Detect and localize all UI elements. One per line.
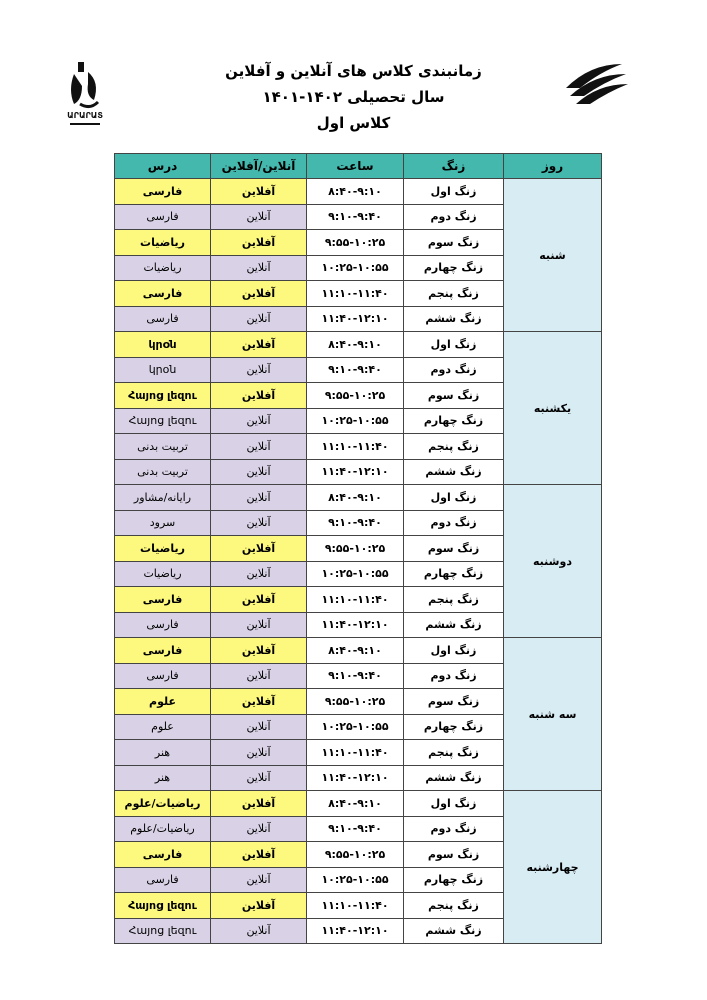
bell-cell: زنگ سوم bbox=[404, 689, 504, 715]
column-header-bell: زنگ bbox=[404, 154, 504, 179]
mode-cell: آفلاین bbox=[211, 893, 307, 919]
bell-cell: زنگ ششم bbox=[404, 306, 504, 332]
time-cell: ۸:۴۰-۹:۱۰ bbox=[307, 638, 404, 664]
column-header-mode: آنلاین/آفلاین bbox=[211, 154, 307, 179]
day-cell: یکشنبه bbox=[504, 332, 602, 485]
subject-cell: فارسی bbox=[115, 663, 211, 689]
time-cell: ۸:۴۰-۹:۱۰ bbox=[307, 485, 404, 511]
mode-cell: آفلاین bbox=[211, 791, 307, 817]
day-cell: شنبه bbox=[504, 179, 602, 332]
time-cell: ۱۱:۴۰-۱۲:۱۰ bbox=[307, 765, 404, 791]
time-cell: ۱۱:۱۰-۱۱:۴۰ bbox=[307, 434, 404, 460]
mode-cell: آنلاین bbox=[211, 357, 307, 383]
subject-cell: կրօն bbox=[115, 357, 211, 383]
bell-cell: زنگ پنجم bbox=[404, 281, 504, 307]
mode-cell: آفلاین bbox=[211, 536, 307, 562]
time-cell: ۸:۴۰-۹:۱۰ bbox=[307, 179, 404, 205]
time-cell: ۸:۴۰-۹:۱۰ bbox=[307, 791, 404, 817]
column-header-day: روز bbox=[504, 154, 602, 179]
table-row bbox=[115, 485, 602, 511]
bell-cell: زنگ سوم bbox=[404, 383, 504, 409]
time-cell: ۱۱:۱۰-۱۱:۴۰ bbox=[307, 740, 404, 766]
time-cell: ۱۱:۴۰-۱۲:۱۰ bbox=[307, 918, 404, 944]
bell-cell: زنگ چهارم bbox=[404, 255, 504, 281]
time-cell: ۱۱:۴۰-۱۲:۱۰ bbox=[307, 306, 404, 332]
bell-cell: زنگ اول bbox=[404, 332, 504, 358]
time-cell: ۹:۵۵-۱۰:۲۵ bbox=[307, 383, 404, 409]
subject-cell: Հայոց լեզու bbox=[115, 893, 211, 919]
bell-cell: زنگ دوم bbox=[404, 663, 504, 689]
mode-cell: آنلاین bbox=[211, 204, 307, 230]
time-cell: ۱۰:۲۵-۱۰:۵۵ bbox=[307, 255, 404, 281]
mode-cell: آنلاین bbox=[211, 867, 307, 893]
bell-cell: زنگ دوم bbox=[404, 816, 504, 842]
mode-cell: آنلاین bbox=[211, 816, 307, 842]
time-cell: ۹:۱۰-۹:۴۰ bbox=[307, 357, 404, 383]
bell-cell: زنگ پنجم bbox=[404, 893, 504, 919]
mode-cell: آفلاین bbox=[211, 383, 307, 409]
table-row bbox=[115, 638, 602, 664]
subject-cell: فارسی bbox=[115, 281, 211, 307]
mode-cell: آنلاین bbox=[211, 485, 307, 511]
bell-cell: زنگ چهارم bbox=[404, 867, 504, 893]
time-cell: ۱۰:۲۵-۱۰:۵۵ bbox=[307, 867, 404, 893]
subject-cell: فارسی bbox=[115, 179, 211, 205]
mode-cell: آفلاین bbox=[211, 689, 307, 715]
subject-cell: ریاضیات bbox=[115, 230, 211, 256]
time-cell: ۹:۵۵-۱۰:۲۵ bbox=[307, 230, 404, 256]
time-cell: ۱۱:۱۰-۱۱:۴۰ bbox=[307, 893, 404, 919]
subject-cell: فارسی bbox=[115, 204, 211, 230]
time-cell: ۱۰:۲۵-۱۰:۵۵ bbox=[307, 714, 404, 740]
academic-year: سال تحصیلی ۱۴۰۲-۱۴۰۱ bbox=[262, 88, 445, 106]
mode-cell: آفلاین bbox=[211, 332, 307, 358]
bell-cell: زنگ اول bbox=[404, 791, 504, 817]
mode-cell: آنلاین bbox=[211, 918, 307, 944]
subject-cell: ریاضیات bbox=[115, 255, 211, 281]
subject-cell: هنر bbox=[115, 740, 211, 766]
mode-cell: آنلاین bbox=[211, 255, 307, 281]
subject-cell: تربیت بدنی bbox=[115, 434, 211, 460]
page-header bbox=[0, 58, 707, 136]
bell-cell: زنگ سوم bbox=[404, 536, 504, 562]
table-header-row bbox=[115, 154, 602, 179]
subject-cell: سرود bbox=[115, 510, 211, 536]
mode-cell: آنلاین bbox=[211, 561, 307, 587]
time-cell: ۱۱:۱۰-۱۱:۴۰ bbox=[307, 587, 404, 613]
subject-cell: رایانه/مشاور bbox=[115, 485, 211, 511]
bell-cell: زنگ دوم bbox=[404, 510, 504, 536]
subject-cell: فارسی bbox=[115, 638, 211, 664]
subject-cell: فارسی bbox=[115, 842, 211, 868]
bell-cell: زنگ چهارم bbox=[404, 714, 504, 740]
day-cell: سه شنبه bbox=[504, 638, 602, 791]
time-cell: ۹:۵۵-۱۰:۲۵ bbox=[307, 536, 404, 562]
table-row bbox=[115, 791, 602, 817]
time-cell: ۹:۵۵-۱۰:۲۵ bbox=[307, 842, 404, 868]
time-cell: ۱۱:۱۰-۱۱:۴۰ bbox=[307, 281, 404, 307]
time-cell: ۸:۴۰-۹:۱۰ bbox=[307, 332, 404, 358]
subject-cell: هنر bbox=[115, 765, 211, 791]
subject-cell: ریاضیات/علوم bbox=[115, 791, 211, 817]
subject-cell: Հայոց լեզու bbox=[115, 918, 211, 944]
bell-cell: زنگ چهارم bbox=[404, 408, 504, 434]
bell-cell: زنگ پنجم bbox=[404, 740, 504, 766]
mode-cell: آفلاین bbox=[211, 842, 307, 868]
subject-cell: فارسی bbox=[115, 587, 211, 613]
bell-cell: زنگ ششم bbox=[404, 459, 504, 485]
mode-cell: آنلاین bbox=[211, 612, 307, 638]
subject-cell: فارسی bbox=[115, 867, 211, 893]
mode-cell: آفلاین bbox=[211, 281, 307, 307]
time-cell: ۱۰:۲۵-۱۰:۵۵ bbox=[307, 561, 404, 587]
mode-cell: آفلاین bbox=[211, 587, 307, 613]
mode-cell: آفلاین bbox=[211, 638, 307, 664]
bell-cell: زنگ سوم bbox=[404, 842, 504, 868]
subject-cell: فارسی bbox=[115, 612, 211, 638]
day-cell: چهارشنبه bbox=[504, 791, 602, 944]
day-cell: دوشنبه bbox=[504, 485, 602, 638]
time-cell: ۹:۱۰-۹:۴۰ bbox=[307, 816, 404, 842]
bell-cell: زنگ چهارم bbox=[404, 561, 504, 587]
bell-cell: زنگ اول bbox=[404, 179, 504, 205]
subject-cell: علوم bbox=[115, 689, 211, 715]
mode-cell: آفلاین bbox=[211, 230, 307, 256]
svg-text:ԱՐԱՐԱՏ: ԱՐԱՐԱՏ bbox=[67, 111, 103, 120]
time-cell: ۱۰:۲۵-۱۰:۵۵ bbox=[307, 408, 404, 434]
bell-cell: زنگ دوم bbox=[404, 357, 504, 383]
time-cell: ۹:۱۰-۹:۴۰ bbox=[307, 663, 404, 689]
time-cell: ۹:۱۰-۹:۴۰ bbox=[307, 510, 404, 536]
column-header-time: ساعت bbox=[307, 154, 404, 179]
subject-cell: Հայոց լեզու bbox=[115, 408, 211, 434]
mode-cell: آنلاین bbox=[211, 663, 307, 689]
mode-cell: آنلاین bbox=[211, 408, 307, 434]
mode-cell: آنلاین bbox=[211, 434, 307, 460]
bell-cell: زنگ پنجم bbox=[404, 434, 504, 460]
bell-cell: زنگ اول bbox=[404, 485, 504, 511]
bell-cell: زنگ سوم bbox=[404, 230, 504, 256]
bell-cell: زنگ اول bbox=[404, 638, 504, 664]
subject-cell: ریاضیات bbox=[115, 536, 211, 562]
subject-cell: علوم bbox=[115, 714, 211, 740]
time-cell: ۹:۱۰-۹:۴۰ bbox=[307, 204, 404, 230]
column-header-subject: درس bbox=[115, 154, 211, 179]
mode-cell: آنلاین bbox=[211, 306, 307, 332]
schedule-body bbox=[115, 179, 602, 944]
subject-cell: ریاضیات bbox=[115, 561, 211, 587]
mode-cell: آنلاین bbox=[211, 510, 307, 536]
bell-cell: زنگ پنجم bbox=[404, 587, 504, 613]
schedule-table bbox=[114, 153, 602, 944]
subject-cell: Հայոց լեզու bbox=[115, 383, 211, 409]
mode-cell: آنلاین bbox=[211, 765, 307, 791]
mode-cell: آنلاین bbox=[211, 740, 307, 766]
mode-cell: آنلاین bbox=[211, 459, 307, 485]
subject-cell: فارسی bbox=[115, 306, 211, 332]
bell-cell: زنگ دوم bbox=[404, 204, 504, 230]
mode-cell: آنلاین bbox=[211, 714, 307, 740]
bell-cell: زنگ ششم bbox=[404, 918, 504, 944]
bell-cell: زنگ ششم bbox=[404, 612, 504, 638]
subject-cell: ریاضیات/علوم bbox=[115, 816, 211, 842]
table-row bbox=[115, 179, 602, 205]
time-cell: ۹:۵۵-۱۰:۲۵ bbox=[307, 689, 404, 715]
bell-cell: زنگ ششم bbox=[404, 765, 504, 791]
table-row bbox=[115, 332, 602, 358]
subject-cell: կրօն bbox=[115, 332, 211, 358]
class-name: کلاس اول bbox=[316, 114, 391, 132]
schedule-title: زمانبندی کلاس های آنلاین و آفلاین bbox=[225, 62, 482, 80]
time-cell: ۱۱:۴۰-۱۲:۱۰ bbox=[307, 459, 404, 485]
subject-cell: تربیت بدنی bbox=[115, 459, 211, 485]
mode-cell: آفلاین bbox=[211, 179, 307, 205]
time-cell: ۱۱:۴۰-۱۲:۱۰ bbox=[307, 612, 404, 638]
